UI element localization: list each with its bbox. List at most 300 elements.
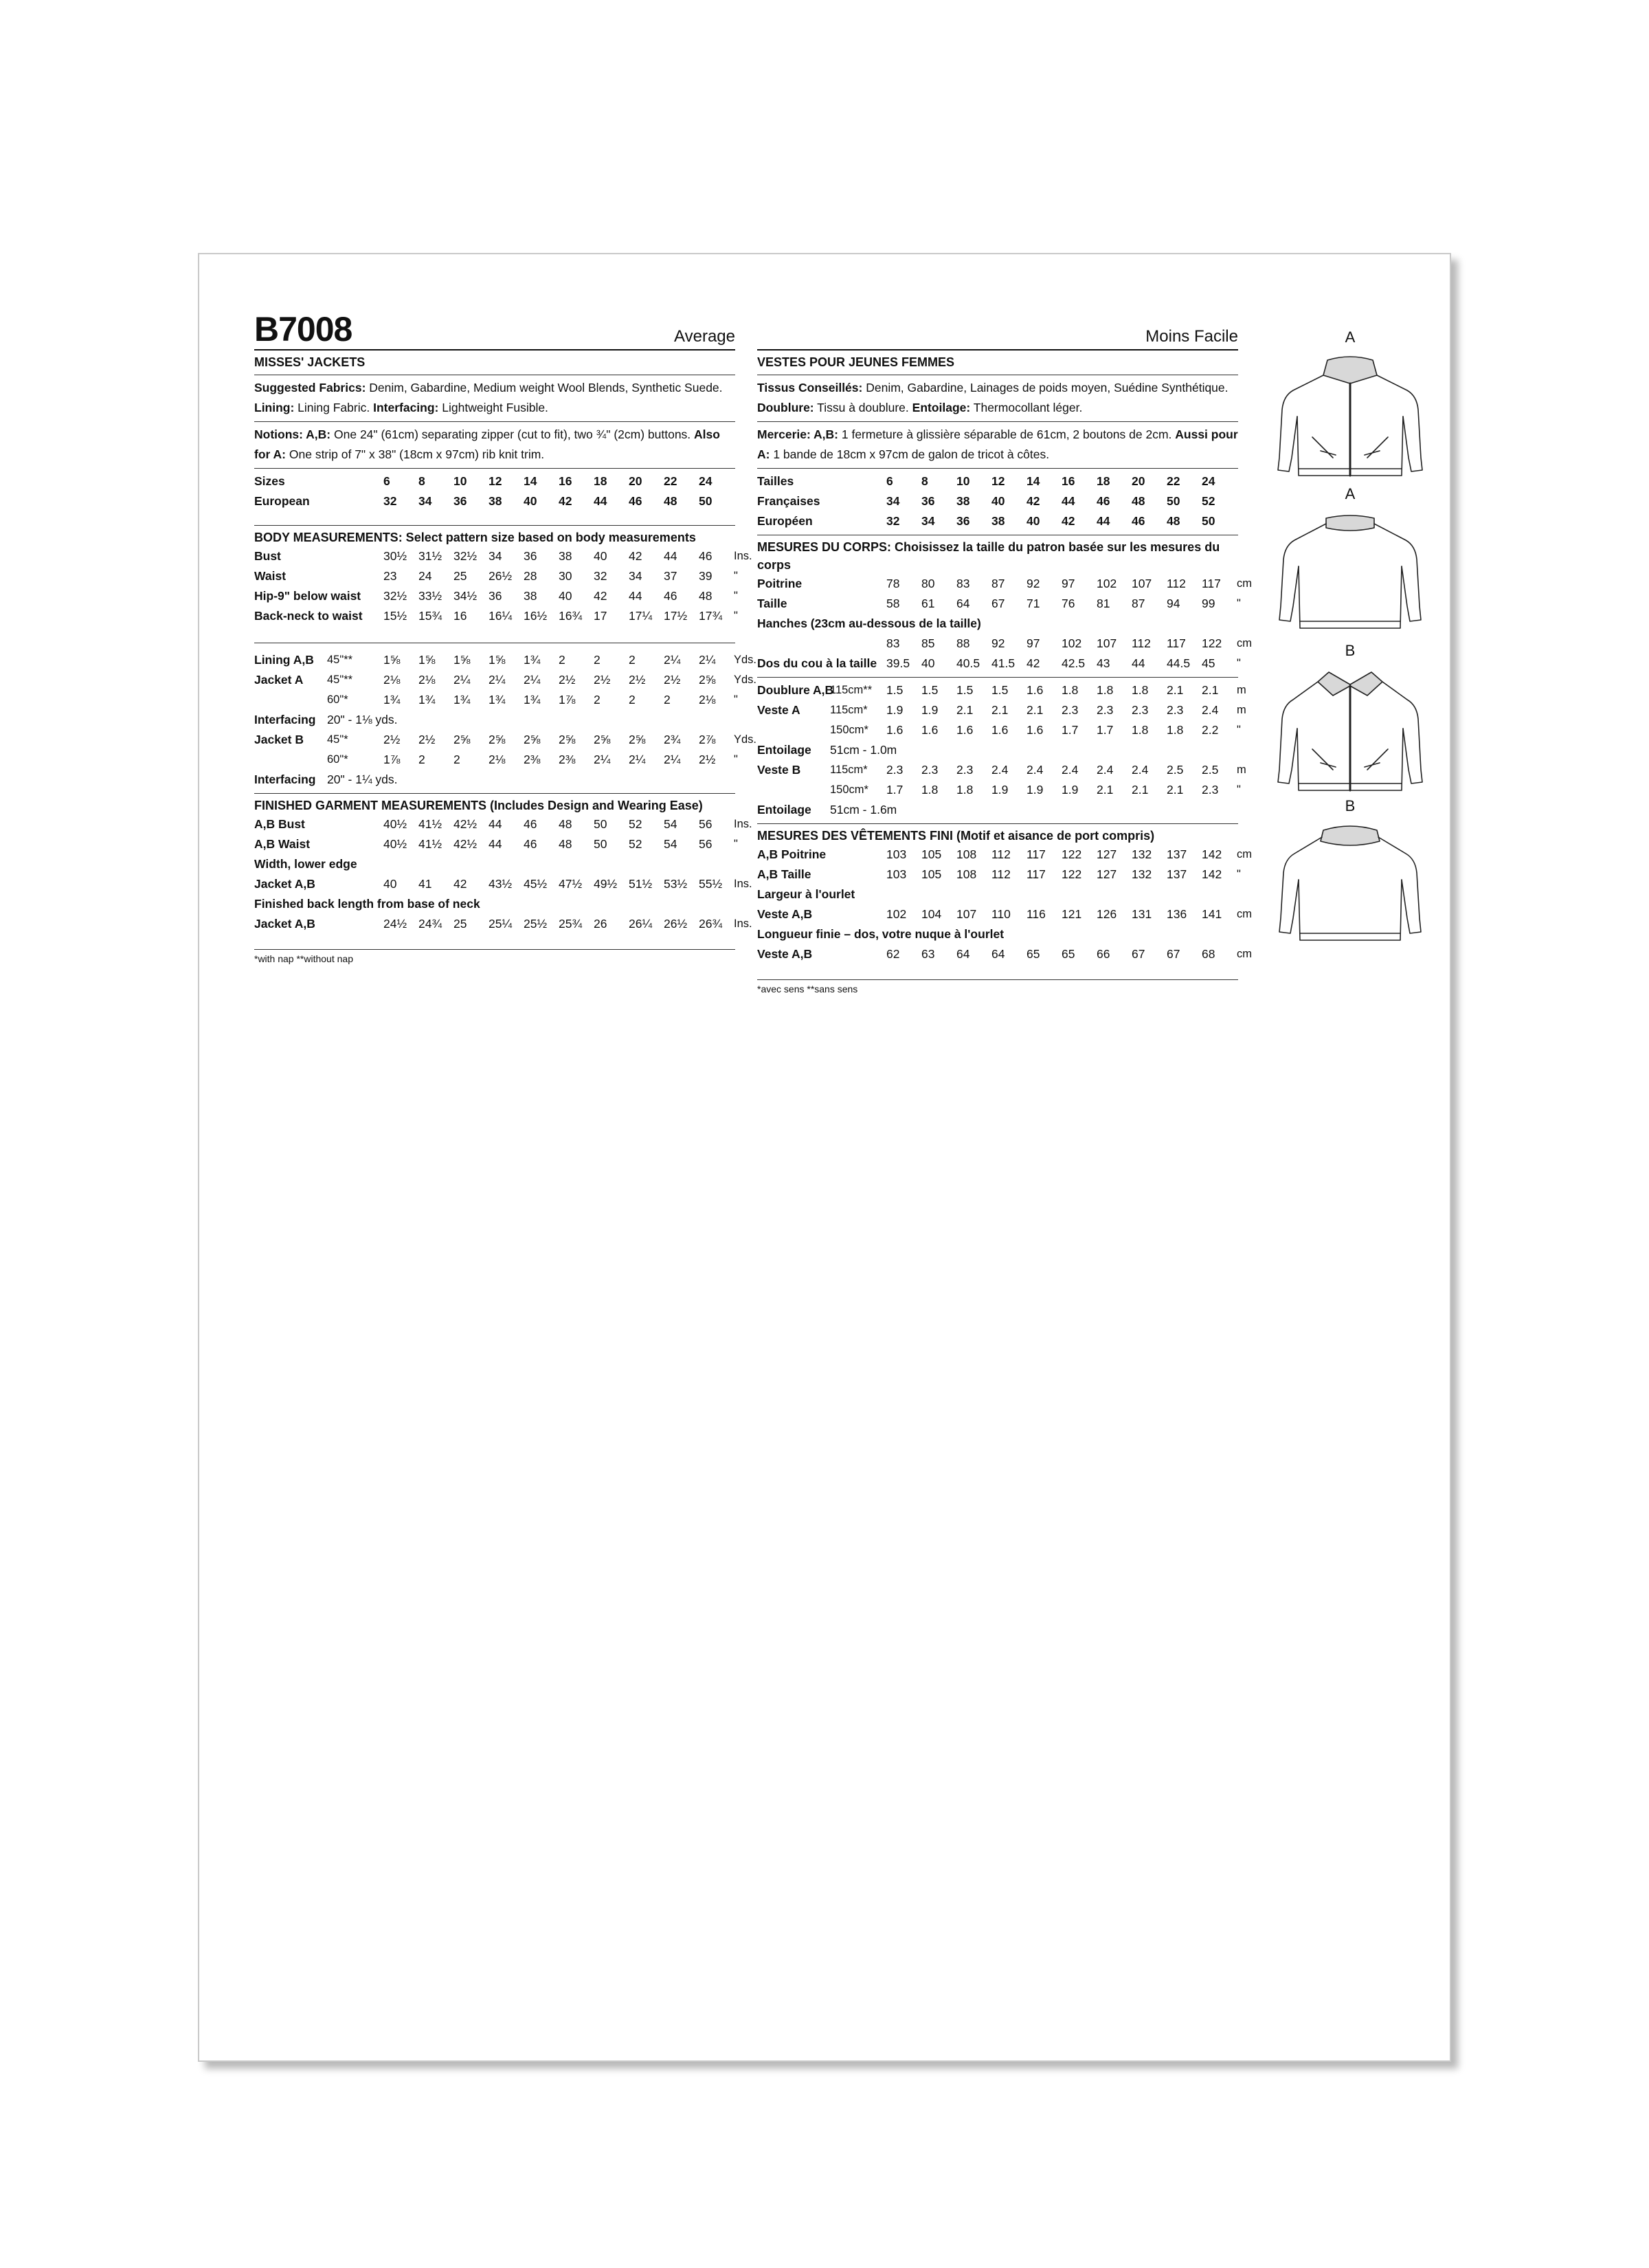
value-cell: 99	[1202, 597, 1215, 610]
value-cell: 2¼	[594, 753, 611, 766]
value-cell: 2⅛	[418, 673, 436, 687]
value-cell: 41	[418, 877, 432, 891]
row-label: Dos du cou à la taille	[757, 656, 877, 670]
value-cell: 1.8	[921, 783, 939, 797]
unit-cell: "	[1237, 783, 1241, 796]
english-header	[254, 304, 735, 351]
value-cell: 26½	[489, 569, 513, 583]
size-cell: 42	[559, 494, 572, 508]
value-cell: 1.5	[886, 683, 904, 697]
size-cell: 38	[991, 514, 1005, 528]
value-cell: 1.8	[1132, 683, 1149, 697]
value-cell: 2⅛	[383, 673, 401, 687]
row-heading: Finished back length from base of neck	[254, 897, 480, 911]
value-cell: 80	[921, 577, 935, 590]
value-cell: 126	[1097, 907, 1117, 921]
value-cell: 2½	[383, 733, 401, 746]
value-cell: 2.3	[1097, 703, 1114, 717]
value-cell: 1.7	[1097, 723, 1114, 737]
finished-measurements-title-fr: MESURES DES VÊTEMENTS FINI (Motif et aisance de port compris)	[757, 829, 1155, 843]
unit-cell: cm	[1237, 908, 1252, 920]
value-cell: 1.9	[1062, 783, 1079, 797]
value-cell: 42	[453, 877, 467, 891]
size-cell: 20	[1132, 474, 1145, 488]
size-cell: 22	[1167, 474, 1180, 488]
pattern-title-fr: VESTES POUR JEUNES FEMMES	[757, 355, 955, 369]
value-cell: 2	[453, 753, 460, 766]
size-row	[757, 511, 1270, 531]
value-cell: 30	[559, 569, 572, 583]
unit-cell: m	[1237, 704, 1246, 716]
table-row	[254, 894, 767, 914]
size-cell: 34	[886, 494, 900, 508]
size-row	[757, 471, 1270, 491]
value-cell: 2⅝	[594, 733, 611, 746]
value-cell: 1.6	[991, 723, 1009, 737]
value-cell: 1.8	[1062, 683, 1079, 697]
lining-label-fr: Doublure:	[757, 401, 814, 414]
table-row	[254, 730, 767, 750]
table-row	[254, 914, 767, 934]
notions-section-fr	[757, 422, 1238, 469]
description-section	[254, 351, 735, 375]
row-text: 20" - 1⅛ yds.	[327, 713, 398, 726]
value-cell: 2¼	[664, 653, 681, 667]
row-label	[757, 634, 886, 654]
value-cell: 39.5	[886, 656, 910, 670]
value-cell: 107	[956, 907, 977, 921]
value-cell: 64	[991, 947, 1005, 961]
value-cell: 25½	[524, 917, 548, 931]
value-cell: 2.1	[956, 703, 974, 717]
value-cell: 37	[664, 569, 677, 583]
value-cell: 16¼	[489, 609, 513, 623]
value-cell: 136	[1167, 907, 1187, 921]
value-cell: 45½	[524, 877, 548, 891]
value-cell: 2⅜	[524, 753, 541, 766]
value-cell: 1.8	[1132, 723, 1149, 737]
value-cell: 1.6	[1027, 683, 1044, 697]
value-cell: 68	[1202, 947, 1215, 961]
value-cell: 1¾	[524, 693, 541, 707]
row-label: A,B Waist	[254, 837, 311, 851]
value-cell: 112	[1132, 636, 1151, 650]
row-heading: Largeur à l'ourlet	[757, 887, 855, 901]
value-cell: 2	[629, 693, 636, 707]
interfacing-text-fr: Thermocollant léger.	[970, 401, 1083, 414]
unit-cell: Yds.	[734, 733, 757, 746]
value-cell: 40	[383, 877, 397, 891]
value-cell: 2¼	[699, 653, 716, 667]
value-cell: 25¼	[489, 917, 513, 931]
value-cell: 107	[1132, 577, 1152, 590]
value-cell: 42	[594, 589, 607, 603]
unit-cell: "	[1237, 724, 1241, 736]
size-cell: 46	[1132, 514, 1145, 528]
value-cell: 1¾	[418, 693, 436, 707]
value-cell: 2	[418, 753, 425, 766]
fabrics-section	[254, 375, 735, 422]
size-cell: 34	[921, 514, 935, 528]
value-cell: 2¼	[664, 753, 681, 766]
fabrics-paragraph-fr	[757, 378, 1238, 418]
value-cell: 87	[991, 577, 1005, 590]
value-cell: 122	[1062, 847, 1082, 861]
size-cell: 48	[1167, 514, 1180, 528]
size-row	[254, 471, 767, 491]
table-row	[254, 670, 767, 690]
value-cell: 102	[1062, 636, 1082, 650]
size-cell: 44	[1062, 494, 1075, 508]
value-cell: 56	[699, 837, 713, 851]
view-letter: B	[1345, 797, 1356, 814]
value-cell: 38	[524, 589, 537, 603]
value-cell: 44	[489, 837, 502, 851]
value-cell: 47½	[559, 877, 583, 891]
value-cell: 137	[1167, 867, 1187, 881]
view-letter: A	[1345, 485, 1356, 502]
jacket-a-front-icon	[1264, 348, 1436, 485]
value-cell: 1⅝	[489, 653, 506, 667]
value-cell: 24¾	[418, 917, 442, 931]
unit-cell: "	[734, 610, 738, 622]
jacket-a-back-icon	[1264, 503, 1436, 641]
value-cell: 2⅞	[699, 733, 716, 746]
value-cell: 50	[594, 837, 607, 851]
value-cell: 131	[1132, 907, 1152, 921]
interfacing-text: Lightweight Fusible.	[438, 401, 548, 414]
value-cell: 1.9	[886, 703, 904, 717]
french-header	[757, 304, 1238, 351]
table-row	[757, 845, 1270, 865]
row-label: Jacket A,B	[254, 917, 315, 931]
row-label: Jacket A,B	[254, 877, 315, 891]
value-cell: 64	[956, 597, 970, 610]
value-cell: 1.7	[1062, 723, 1079, 737]
row-label	[757, 720, 830, 740]
lining-text-fr: Tissu à doublure.	[814, 401, 912, 414]
body-measurements-table-fr	[757, 574, 1270, 674]
value-cell: 78	[886, 577, 900, 590]
table-row	[254, 710, 767, 730]
value-cell: 61	[921, 597, 935, 610]
value-cell: 1.6	[1027, 723, 1044, 737]
value-cell: 121	[1062, 907, 1082, 921]
value-cell: 127	[1097, 867, 1117, 881]
table-row	[757, 680, 1270, 700]
size-cell: 42	[1027, 494, 1040, 508]
table-row	[254, 814, 767, 834]
value-cell: 83	[886, 636, 900, 650]
value-cell: 104	[921, 907, 942, 921]
value-cell: 142	[1202, 847, 1222, 861]
also-label: Also for A:	[254, 427, 720, 461]
value-cell: 26¼	[629, 917, 653, 931]
value-cell: 2.3	[886, 763, 904, 777]
value-cell: 65	[1062, 947, 1075, 961]
row-text: 51cm - 1.0m	[830, 743, 897, 757]
fabrics-text-fr: Denim, Gabardine, Lainages de poids moyen, Suédine Synthétique.	[862, 381, 1229, 394]
notions-paragraph-fr	[757, 425, 1238, 465]
sizes-table	[254, 471, 767, 511]
size-cell: 50	[1202, 514, 1215, 528]
unit-cell: "	[734, 838, 738, 850]
yardage-section-fr	[757, 678, 1246, 824]
finished-measurements-table-fr	[757, 845, 1270, 964]
finished-measurements-table	[254, 814, 767, 934]
value-cell: 40	[594, 549, 607, 563]
row-label: Jacket A	[254, 673, 304, 687]
table-row	[254, 750, 767, 770]
value-cell: 42	[629, 549, 642, 563]
value-cell: 71	[1027, 597, 1040, 610]
jacket-b-front-icon	[1264, 661, 1436, 799]
table-row	[757, 904, 1270, 924]
unit-cell: m	[1237, 764, 1246, 776]
value-cell: 41.5	[991, 656, 1016, 670]
unit-cell: Yds.	[734, 674, 757, 686]
fabric-width: 150cm*	[830, 724, 868, 736]
value-cell: 46	[524, 817, 537, 831]
size-cell: 18	[594, 474, 607, 488]
row-label	[254, 750, 327, 770]
row-label: A,B Bust	[254, 817, 305, 831]
size-cell: 38	[489, 494, 502, 508]
value-cell: 51½	[629, 877, 653, 891]
value-cell: 67	[1132, 947, 1145, 961]
unit-cell: Ins.	[734, 878, 752, 890]
unit-cell: cm	[1237, 848, 1252, 860]
value-cell: 46	[664, 589, 677, 603]
size-cell: 20	[629, 474, 642, 488]
value-cell: 105	[921, 847, 942, 861]
value-cell: 2⅛	[489, 753, 506, 766]
size-cell: 40	[1027, 514, 1040, 528]
value-cell: 42½	[453, 837, 478, 851]
table-row	[254, 690, 767, 710]
table-row	[757, 654, 1270, 674]
value-cell: 26	[594, 917, 607, 931]
body-measurements-section	[254, 526, 752, 643]
table-row	[254, 854, 767, 874]
yardage-table	[254, 650, 767, 790]
value-cell: 112	[991, 867, 1011, 881]
table-row	[757, 800, 1270, 820]
value-cell: 40	[559, 589, 572, 603]
table-row	[254, 770, 767, 790]
value-cell: 40½	[383, 837, 407, 851]
table-row	[254, 566, 767, 586]
value-cell: 2.3	[1167, 703, 1184, 717]
value-cell: 2½	[699, 753, 716, 766]
body-measurements-section-fr	[757, 535, 1252, 678]
value-cell: 1.8	[1097, 683, 1114, 697]
value-cell: 44	[664, 549, 677, 563]
value-cell: 1.7	[886, 783, 904, 797]
fabrics-section-fr	[757, 375, 1238, 422]
value-cell: 67	[991, 597, 1005, 610]
size-cell: 48	[1132, 494, 1145, 508]
value-cell: 26¾	[699, 917, 723, 931]
value-cell: 54	[664, 817, 677, 831]
french-column	[757, 304, 1252, 994]
value-cell: 42.5	[1062, 656, 1086, 670]
value-cell: 2¼	[524, 673, 541, 687]
row-label: A,B Poitrine	[757, 847, 827, 861]
value-cell: 55½	[699, 877, 723, 891]
value-cell: 1⅝	[418, 653, 436, 667]
fabric-width: 60"*	[327, 693, 348, 706]
value-cell: 94	[1167, 597, 1180, 610]
size-cell: 24	[699, 474, 713, 488]
value-cell: 43½	[489, 877, 513, 891]
size-cell: 50	[699, 494, 713, 508]
value-cell: 132	[1132, 847, 1152, 861]
fabrics-paragraph	[254, 378, 735, 418]
unit-cell: Yds.	[734, 654, 757, 666]
table-row	[254, 546, 767, 566]
body-measurements-table	[254, 546, 767, 626]
value-cell: 67	[1167, 947, 1180, 961]
value-cell: 97	[1062, 577, 1075, 590]
notions-section	[254, 422, 735, 469]
fabric-width: 115cm*	[830, 764, 868, 776]
unit-cell: "	[1237, 657, 1241, 669]
row-text: 20" - 1¼ yds.	[327, 772, 398, 786]
value-cell: 2¼	[453, 673, 471, 687]
value-cell: 32½	[453, 549, 478, 563]
value-cell: 2.1	[1027, 703, 1044, 717]
fabric-width: 45"*	[327, 733, 348, 746]
size-cell: 22	[664, 474, 677, 488]
english-column	[254, 304, 757, 964]
finished-measurements-title: FINISHED GARMENT MEASUREMENTS (Includes Design and Wearing Ease)	[254, 799, 703, 812]
value-cell: 43	[1097, 656, 1110, 670]
row-label: Veste A,B	[757, 907, 813, 921]
fabric-width: 115cm*	[830, 704, 868, 716]
size-cell: 42	[1062, 514, 1075, 528]
size-row	[757, 491, 1270, 511]
value-cell: 2	[629, 653, 636, 667]
size-cell: 44	[1097, 514, 1110, 528]
value-cell: 2.5	[1167, 763, 1184, 777]
size-cell: 12	[489, 474, 502, 488]
value-cell: 2.1	[1097, 783, 1114, 797]
fabrics-label: Suggested Fabrics:	[254, 381, 366, 394]
value-cell: 2.3	[956, 763, 974, 777]
value-cell: 40	[921, 656, 935, 670]
size-row-label: Européen	[757, 514, 813, 528]
value-cell: 1.5	[921, 683, 939, 697]
value-cell: 16	[453, 609, 467, 623]
value-cell: 2.4	[1132, 763, 1149, 777]
value-cell: 42	[1027, 656, 1040, 670]
value-cell: 49½	[594, 877, 618, 891]
value-cell: 132	[1132, 867, 1152, 881]
unit-cell: Ins.	[734, 550, 752, 562]
value-cell: 25	[453, 917, 467, 931]
value-cell: 97	[1027, 636, 1040, 650]
value-cell: 24½	[383, 917, 407, 931]
value-cell: 45	[1202, 656, 1215, 670]
unit-cell: "	[734, 570, 738, 582]
row-label: Bust	[254, 549, 281, 563]
value-cell: 23	[383, 569, 397, 583]
row-label: Poitrine	[757, 577, 803, 590]
value-cell: 1.5	[956, 683, 974, 697]
value-cell: 25	[453, 569, 467, 583]
value-cell: 122	[1202, 636, 1222, 650]
yardage-section	[254, 643, 757, 794]
value-cell: 56	[699, 817, 713, 831]
body-measurements-title-fr: MESURES DU CORPS: Choisissez la taille du patron basée sur les mesures du corps	[757, 540, 1220, 572]
value-cell: 105	[921, 867, 942, 881]
size-cell: 8	[921, 474, 928, 488]
table-row	[757, 760, 1270, 780]
table-row	[757, 720, 1270, 740]
size-cell: 14	[1027, 474, 1040, 488]
value-cell: 46	[524, 837, 537, 851]
value-cell: 2.4	[1097, 763, 1114, 777]
value-cell: 1⅝	[453, 653, 471, 667]
size-cell: 6	[383, 474, 390, 488]
value-cell: 40½	[383, 817, 407, 831]
value-cell: 107	[1097, 636, 1117, 650]
value-cell: 2.1	[1202, 683, 1219, 697]
value-cell: 85	[921, 636, 935, 650]
value-cell: 2.1	[1167, 783, 1184, 797]
value-cell: 1⅞	[559, 693, 576, 707]
value-cell: 2½	[629, 673, 646, 687]
value-cell: 36	[489, 589, 502, 603]
value-cell: 38	[559, 549, 572, 563]
size-cell: 12	[991, 474, 1005, 488]
value-cell: 103	[886, 847, 907, 861]
row-label: Lining A,B	[254, 653, 314, 667]
value-cell: 2.4	[1062, 763, 1079, 777]
fabric-width: 115cm**	[830, 684, 873, 696]
value-cell: 15½	[383, 609, 407, 623]
fabric-width: 45"**	[327, 654, 353, 666]
value-cell: 2.3	[1202, 783, 1219, 797]
size-row-label: Françaises	[757, 494, 820, 508]
size-row-label: Tailles	[757, 474, 794, 488]
size-cell: 32	[383, 494, 397, 508]
size-cell: 44	[594, 494, 607, 508]
row-label: Veste A	[757, 703, 800, 717]
value-cell: 44.5	[1167, 656, 1191, 670]
table-row	[757, 700, 1270, 720]
row-label: Veste B	[757, 763, 801, 777]
size-cell: 34	[418, 494, 432, 508]
difficulty-level: Average	[674, 327, 735, 346]
value-cell: 2⅝	[453, 733, 471, 746]
value-cell: 17¼	[629, 609, 653, 623]
row-text: 51cm - 1.6m	[830, 803, 897, 816]
unit-cell: "	[734, 753, 738, 766]
size-cell: 50	[1167, 494, 1180, 508]
value-cell: 142	[1202, 867, 1222, 881]
pattern-title: MISSES' JACKETS	[254, 355, 366, 369]
unit-cell: "	[1237, 597, 1241, 610]
sizes-table-fr	[757, 471, 1270, 531]
value-cell: 2⅛	[699, 693, 716, 707]
value-cell: 63	[921, 947, 935, 961]
size-cell: 6	[886, 474, 893, 488]
table-row	[254, 606, 767, 626]
value-cell: 52	[629, 817, 642, 831]
value-cell: 17	[594, 609, 607, 623]
